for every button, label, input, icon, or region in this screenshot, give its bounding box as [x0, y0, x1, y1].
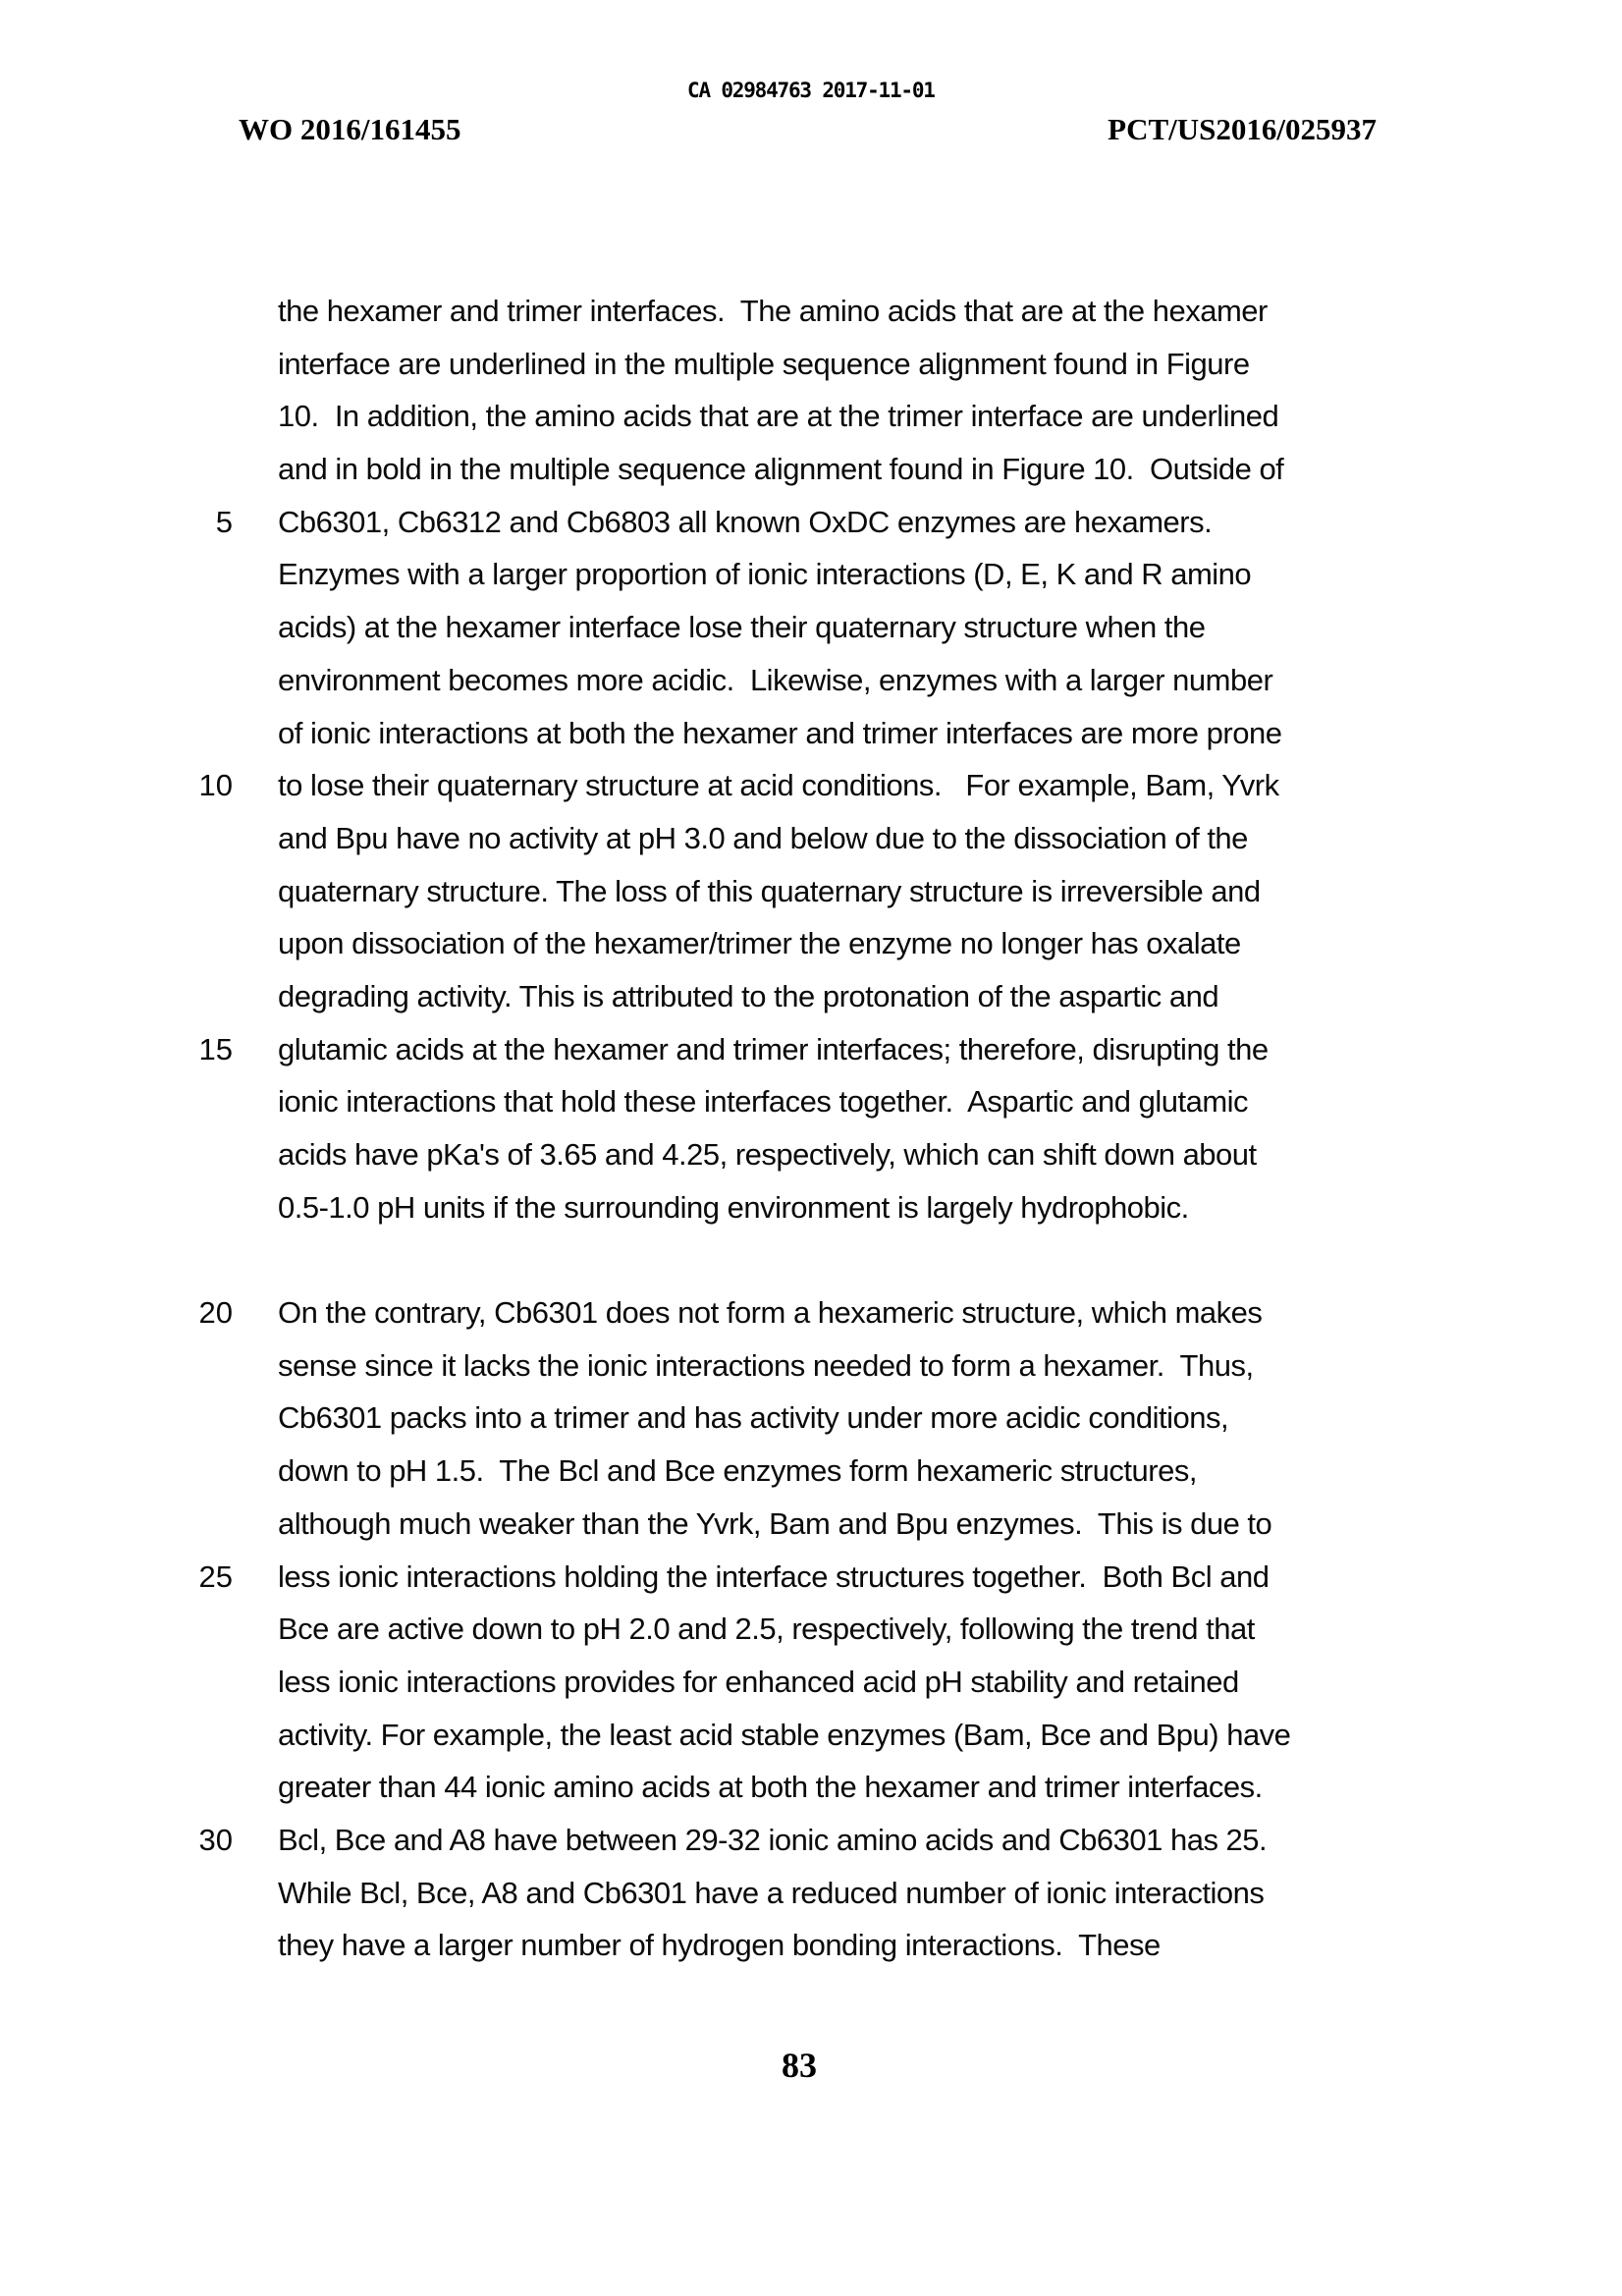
paragraph [198, 285, 1436, 1233]
line-text: activity. For example, the least acid stable enzymes (Bam, Bce and Bpu) have [278, 1717, 1291, 1752]
line-text: to lose their quaternary structure at acid conditions. For example, Bam, Yvrk [278, 768, 1279, 803]
text-line [278, 390, 1436, 443]
line-text: quaternary structure. The loss of this quaternary structure is irreversible and [278, 873, 1261, 908]
line-text: acids have pKa's of 3.65 and 4.25, respectively, which can shift down about [278, 1137, 1257, 1172]
text-line [278, 1339, 1436, 1393]
text-line [278, 865, 1436, 918]
text-line [198, 1551, 1436, 1604]
line-text: less ionic interactions holding the interface structures together. Both Bcl and [278, 1558, 1270, 1594]
line-text: sense since it lacks the ionic interactions needed to form a hexamer. Thus, [278, 1347, 1254, 1383]
line-text: glutamic acids at the hexamer and trimer interfaces; therefore, disrupting the [278, 1031, 1269, 1066]
line-text: they have a larger number of hydrogen bonding interactions. These [278, 1928, 1161, 1963]
line-number: 30 [198, 1822, 233, 1857]
text-line [278, 1445, 1436, 1498]
text-line [278, 917, 1436, 970]
line-number: 10 [198, 768, 233, 803]
line-text: environment becomes more acidic. Likewise, enzymes with a larger number [278, 662, 1273, 697]
text-line [278, 1919, 1436, 1972]
text-line [278, 1603, 1436, 1656]
text-line [278, 601, 1436, 654]
line-text: Cb6301, Cb6312 and Cb6803 all known OxDC enzymes are hexamers. [278, 504, 1213, 539]
text-line [278, 1181, 1436, 1234]
text-line [198, 759, 1436, 812]
body-text [198, 285, 1436, 1972]
line-text: greater than 44 ionic amino acids at both the hexamer and trimer interfaces. [278, 1770, 1263, 1805]
line-text: Bcl, Bce and A8 have between 29-32 ionic amino acids and Cb6301 has 25. [278, 1822, 1268, 1857]
text-line [278, 1075, 1436, 1128]
line-number: 15 [198, 1031, 233, 1066]
line-number: 25 [198, 1558, 233, 1594]
text-line [278, 548, 1436, 601]
text-line [278, 1761, 1436, 1814]
text-line [278, 1128, 1436, 1181]
page-number: 83 [782, 2046, 817, 2085]
line-text: Cb6301 packs into a trimer and has activity under more acidic conditions, [278, 1400, 1229, 1436]
line-text: although much weaker than the Yvrk, Bam and Bpu enzymes. This is due to [278, 1505, 1272, 1541]
line-text: and in bold in the multiple sequence alignment found in Figure 10. Outside of [278, 452, 1284, 487]
text-line [278, 1709, 1436, 1762]
publication-number: WO 2016/161455 [239, 112, 461, 146]
line-text: down to pH 1.5. The Bcl and Bce enzymes form hexameric structures, [278, 1453, 1197, 1489]
text-line [278, 970, 1436, 1023]
line-text: ionic interactions that hold these interfaces together. Aspartic and glutamic [278, 1084, 1249, 1120]
text-line [278, 338, 1436, 391]
text-line [198, 1023, 1436, 1076]
line-text: acids) at the hexamer interface lose their quaternary structure when the [278, 610, 1206, 645]
line-text: less ionic interactions provides for enhanced acid pH stability and retained [278, 1664, 1239, 1699]
line-text: of ionic interactions at both the hexamer and trimer interfaces are more prone [278, 715, 1282, 750]
application-number: PCT/US2016/025937 [1108, 112, 1377, 146]
line-text: 0.5-1.0 pH units if the surrounding environment is largely hydrophobic. [278, 1189, 1189, 1225]
text-line [198, 1814, 1436, 1867]
line-text: and Bpu have no activity at pH 3.0 and below due to the dissociation of the [278, 820, 1248, 855]
text-line [278, 1867, 1436, 1920]
line-number: 20 [198, 1295, 233, 1331]
line-number: 5 [215, 504, 233, 539]
line-text: On the contrary, Cb6301 does not form a hexameric structure, which makes [278, 1295, 1263, 1331]
scan-date-stamp: CA 02984763 2017-11-01 [687, 79, 935, 102]
line-text: upon dissociation of the hexamer/trimer the enzyme no longer has oxalate [278, 926, 1241, 961]
line-text: interface are underlined in the multiple sequence alignment found in Figure [278, 346, 1250, 381]
line-text: Bce are active down to pH 2.0 and 2.5, respectively, following the trend that [278, 1612, 1255, 1647]
line-text: degrading activity. This is attributed to the protonation of the aspartic and [278, 978, 1219, 1013]
text-line [215, 496, 1436, 549]
line-text: 10. In addition, the amino acids that are at the trimer interface are underlined [278, 399, 1279, 434]
line-text: the hexamer and trimer interfaces. The amino acids that are at the hexamer [278, 294, 1268, 328]
text-line [278, 812, 1436, 865]
text-line [278, 654, 1436, 707]
text-line [278, 707, 1436, 760]
text-line [278, 285, 1436, 338]
line-text: Enzymes with a larger proportion of ionic interactions (D, E, K and R amino [278, 557, 1252, 592]
paragraph [198, 1286, 1436, 1972]
text-line [278, 443, 1436, 496]
text-line [278, 1392, 1436, 1445]
text-line [198, 1286, 1436, 1339]
line-text: While Bcl, Bce, A8 and Cb6301 have a reduced number of ionic interactions [278, 1875, 1265, 1910]
text-line [278, 1498, 1436, 1551]
text-line [278, 1656, 1436, 1709]
